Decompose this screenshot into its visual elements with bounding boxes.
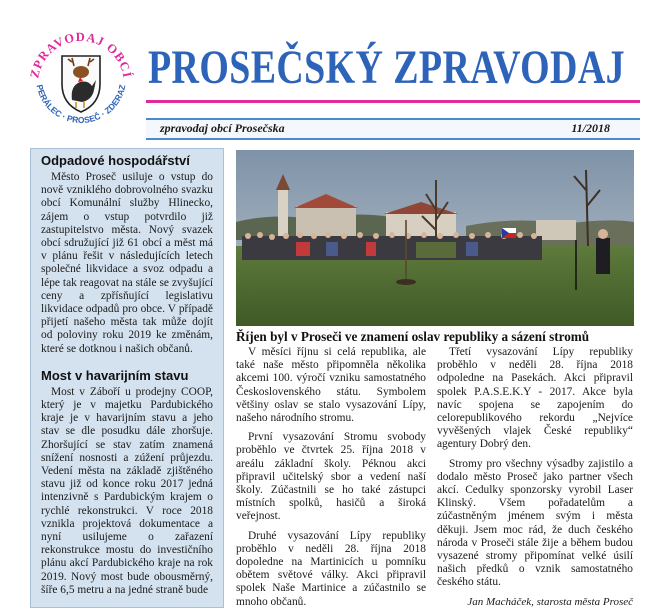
tree-planting-photo [236, 150, 634, 326]
article-paragraph: Třetí vysazování Lípy republiky proběhlo v neděli 28. října 2018 odpoledne na Pasekách. Akci připravil spolek P.A.S.E.K.Y - 2017. Akce byla navíc spojena se zapojením do celorepublikového rekordu „Nejvíce vyvěšených vlajek České republiky“ agentury Dobrý den. [437, 346, 633, 451]
masthead [0, 0, 668, 135]
article-paragraph: První vysazování Stromu svobody proběhlo ve čtvrtek 25. října 2018 v areálu základní školy. Péknou akci připravil učitelský sbor a vedení naší školy. Zúčastnili se ho také zástupci místních spolků, hasičů a široká veřejnost. [236, 431, 426, 523]
sidebar-article-body: Most v Záboří u prodejny COOP, který je v majetku Pardubického kraje je v havarijním stavu a jeho stav se dle posudku dále zhoršuje. Zhoršující se stav zatím znamená snížení nosnosti a zúžení průjezdu. Vedení města na základě zjištěného stavu již od konce roku 2017 jedná intenzivně s Pardubickým krajem o rychlé rekonstrukci. V roce 2018 vznikla projektová dokumentace a nyní usilujeme o zařazení rekonstrukce mostu do investičního plánu akcí Pardubického kraje na rok 2019. Nový most bude obousměrný, šíře 6,5 metru a na jedné straně bude [41, 385, 213, 596]
subtitle-bar [146, 118, 640, 140]
article-paragraph: Stromy pro všechny výsadby zajistilo a dodalo město Proseč jako partner všech akcí. Cedulky sponzorsky vyrobil Laser Klinský. Všem pořadatelům a zúčastněným jménem svým i města děkuji. Jsem moc rád, že duch českého národa v Proseči stále žije a během budou vysazené stromy připomínat velké úsilí našich předků o vznik samostatného českého státu. [437, 457, 633, 589]
sidebar-article-body: Město Proseč usiluje o vstup do nově vzniklého dobrovolného svazku obcí Komunální služby Hlinecko, zájem o vstup potvrdilo již zastupitelstvo města. Nový svazek obcí sdružující již 61 obcí a měst má v plánu řešit v následujících letech společné likvidace a svoz odpadu a lépe tak reagovat na stále se zvyšující ceny a zpřísňující legislativu likvidace odpadů pro obce. V případě přijetí našeho města tak může dojít od poloviny roku 2019 ke změnám, které se dotknou i našich občanů. [41, 171, 213, 355]
author-signature: Jan Macháček, starosta města Proseč [467, 595, 633, 608]
sidebar-article-title: Most v havarijním stavu [41, 367, 189, 383]
issue-number: 11/2018 [571, 121, 610, 135]
town-crest-logo [22, 22, 140, 140]
article-paragraph: Druhé vysazování Lípy republiky proběhlo v neděli 28. října 2018 dopoledne na Martinicích u pomníku obětem světové války. Akci připravil spolek Naše Martinice a zúčastnilo se mnoho občanů. [236, 529, 426, 608]
article-column-right [437, 346, 633, 608]
article-paragraph: V měsíci říjnu si celá republika, ale také naše město připomněla několika akcemi 100. výročí vzniku samostatného Československého státu. Symbolem většiny oslav se stalo vysazování Lípy, našeho národního stromu. [236, 346, 426, 425]
svg-text:PERÁLEC · PROSEČ · ZDERAZ: PERÁLEC · PROSEČ · ZDERAZ [34, 83, 128, 126]
main-article-title: Říjen byl v Proseči ve znamení oslav republiky a sázení stromů [236, 329, 590, 344]
sidebar-article-title: Odpadové hospodářství [41, 153, 190, 168]
title-rule [146, 100, 640, 103]
svg-text:ZPRAVODAJ OBCÍ: ZPRAVODAJ OBCÍ [27, 29, 135, 80]
masthead-title: PROSEČSKÝ ZPRAVODAJ [148, 41, 625, 94]
subtitle: zpravodaj obcí Prosečska [160, 121, 285, 135]
news-sidebar [30, 148, 224, 608]
article-column-left [236, 346, 426, 608]
